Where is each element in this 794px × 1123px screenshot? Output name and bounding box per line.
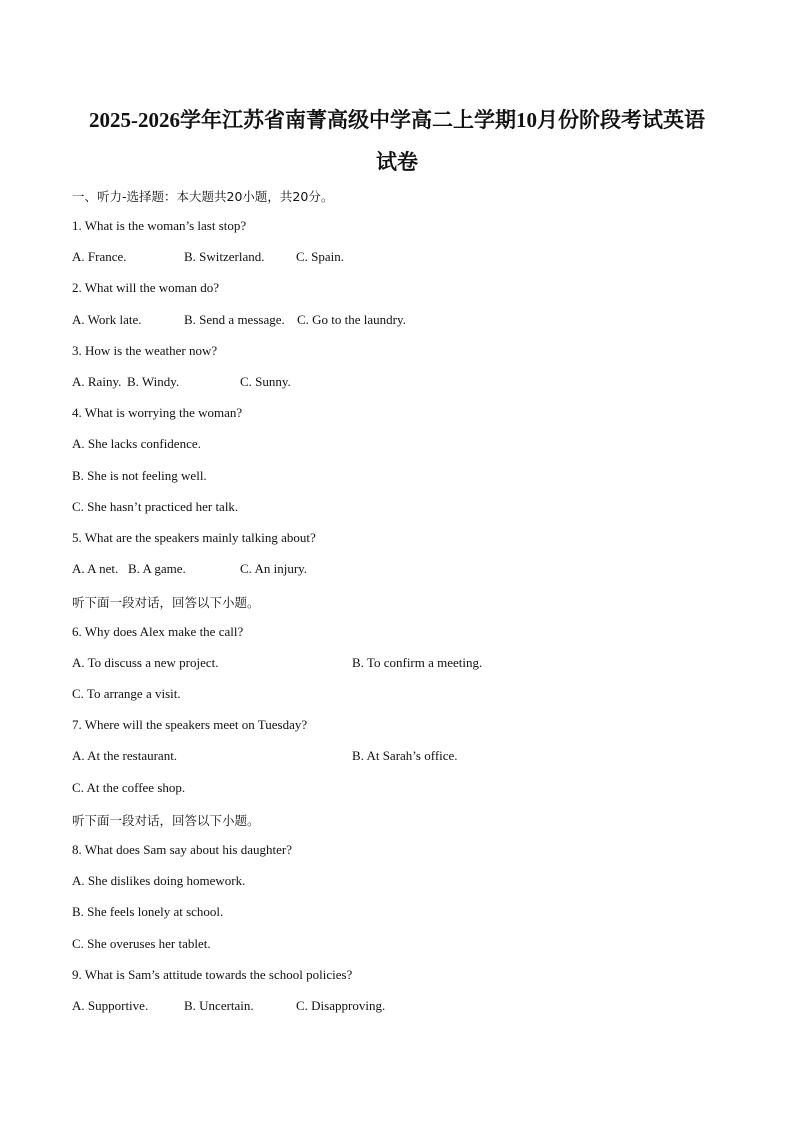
question-7-stem: 7. Where will the speakers meet on Tuesday? [72,717,308,732]
question-4-option-a: A. She lacks confidence. [72,436,201,451]
question-1-option-b: B. Switzerland. [184,249,265,264]
question-2-option-a: A. Work late. [72,312,142,327]
question-5-option-c: C. An injury. [240,561,308,576]
question-6-stem: 6. Why does Alex make the call? [72,624,244,639]
question-3-stem: 3. How is the weather now? [72,343,218,358]
question-4-option-b: B. She is not feeling well. [72,468,207,483]
question-2-option-b: B. Send a message. [184,312,285,327]
question-3-option-b: B. Windy. [127,374,180,389]
question-7-option-b: B. At Sarah’s office. [352,748,458,763]
question-1-option-a: A. France. [72,249,127,264]
question-4-stem: 4. What is worrying the woman? [72,405,243,420]
question-1-option-c: C. Spain. [296,249,345,264]
question-9-option-b: B. Uncertain. [184,998,254,1013]
question-5-option-a: A. A net. [72,561,119,576]
question-7-option-a: A. At the restaurant. [72,748,178,763]
question-2-stem: 2. What will the woman do? [72,280,220,295]
question-6-option-b: B. To confirm a meeting. [352,655,483,670]
question-3-option-a: A. Rainy. [72,374,122,389]
exam-title-line2: 试卷 [376,150,418,174]
question-8-option-b: B. She feels lonely at school. [72,904,224,919]
question-1-stem: 1. What is the woman’s last stop? [72,218,247,233]
question-4-option-c: C. She hasn’t practiced her talk. [72,499,239,514]
question-9-stem: 9. What is Sam’s attitude towards the school policies? [72,967,353,982]
question-8-option-a: A. She dislikes doing homework. [72,873,246,888]
instruction-2: 听下面一段对话，回答以下小题。 [72,813,260,828]
question-8-stem: 8. What does Sam say about his daughter? [72,842,292,857]
question-7-option-c: C. At the coffee shop. [72,780,186,795]
exam-title-line1: 2025-2026学年江苏省南菁高级中学高二上学期10月份阶段考试英语 [89,108,705,132]
instruction-1: 听下面一段对话，回答以下小题。 [72,595,260,610]
question-3-option-c: C. Sunny. [240,374,291,389]
question-2-option-c: C. Go to the laundry. [297,312,406,327]
section-heading: 一、听力-选择题：本大题共20小题，共20分。 [72,189,334,204]
question-8-option-c: C. She overuses her tablet. [72,936,211,951]
question-6-option-c: C. To arrange a visit. [72,686,181,701]
question-9-option-c: C. Disapproving. [296,998,386,1013]
question-5-stem: 5. What are the speakers mainly talking about? [72,530,316,545]
question-6-option-a: A. To discuss a new project. [72,655,219,670]
question-5-option-b: B. A game. [128,561,186,576]
question-9-option-a: A. Supportive. [72,998,149,1013]
